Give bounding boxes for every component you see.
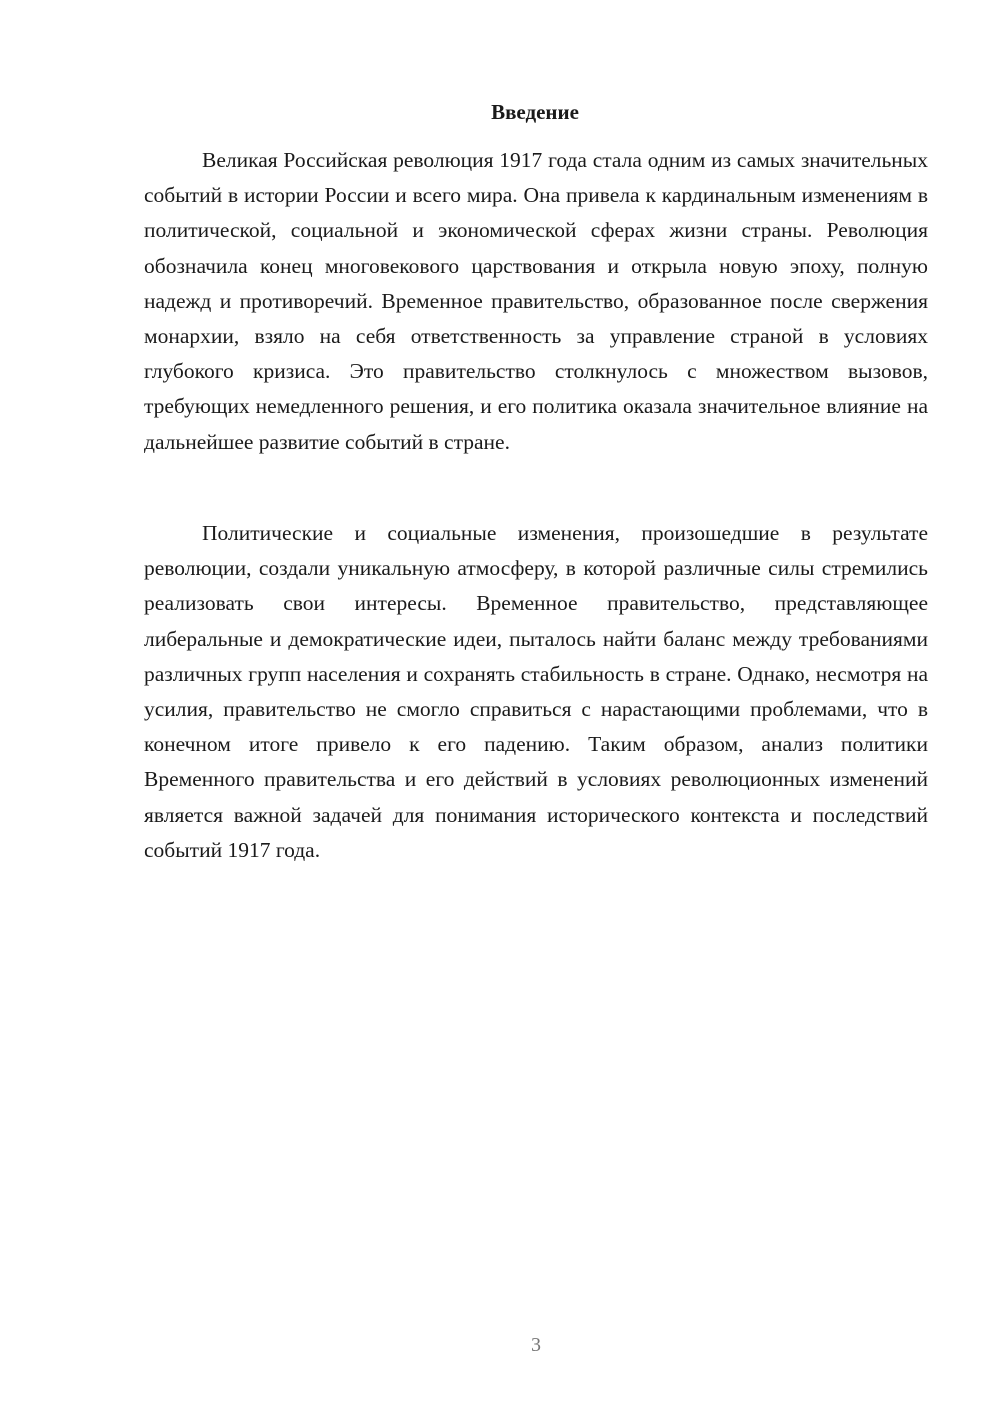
paragraph-1: Великая Российская революция 1917 года стала одним из самых значительных событий в истории России и всего мира. Она привела к кардинальным изменениям в политической, социальной и экономической сферах жизни страны. Революция обозначила конец многовекового царствования и открыла новую эпоху, полную надежд и противоречий. Временное правительство, образованное после свержения монархии, взяло на себя ответственность за управление страной в условиях глубокого кризиса. Это правительство столкнулось с множеством вызовов, требующих немедленного решения, и его политика оказала значительное влияние на дальнейшее развитие событий в стране. xyxy=(144,148,928,454)
paragraph-2: Политические и социальные изменения, произошедшие в результате революции, создали уникальную атмосферу, в которой различные силы стремились реализовать свои интересы. Временное правительство, представляющее либеральные и демократические идеи, пыталось найти баланс между требованиями различных групп населения и сохранять стабильность в стране. Однако, несмотря на усилия, правительство не смогло справиться с нарастающими проблемами, что в конечном итоге привело к его падению. Таким образом, анализ политики Временного правительства и его действий в условиях революционных изменений является важной задачей для понимания исторического контекста и последствий событий 1917 года. xyxy=(144,521,928,862)
section-heading: Введение xyxy=(491,100,579,124)
page-number: 3 xyxy=(531,1334,541,1356)
